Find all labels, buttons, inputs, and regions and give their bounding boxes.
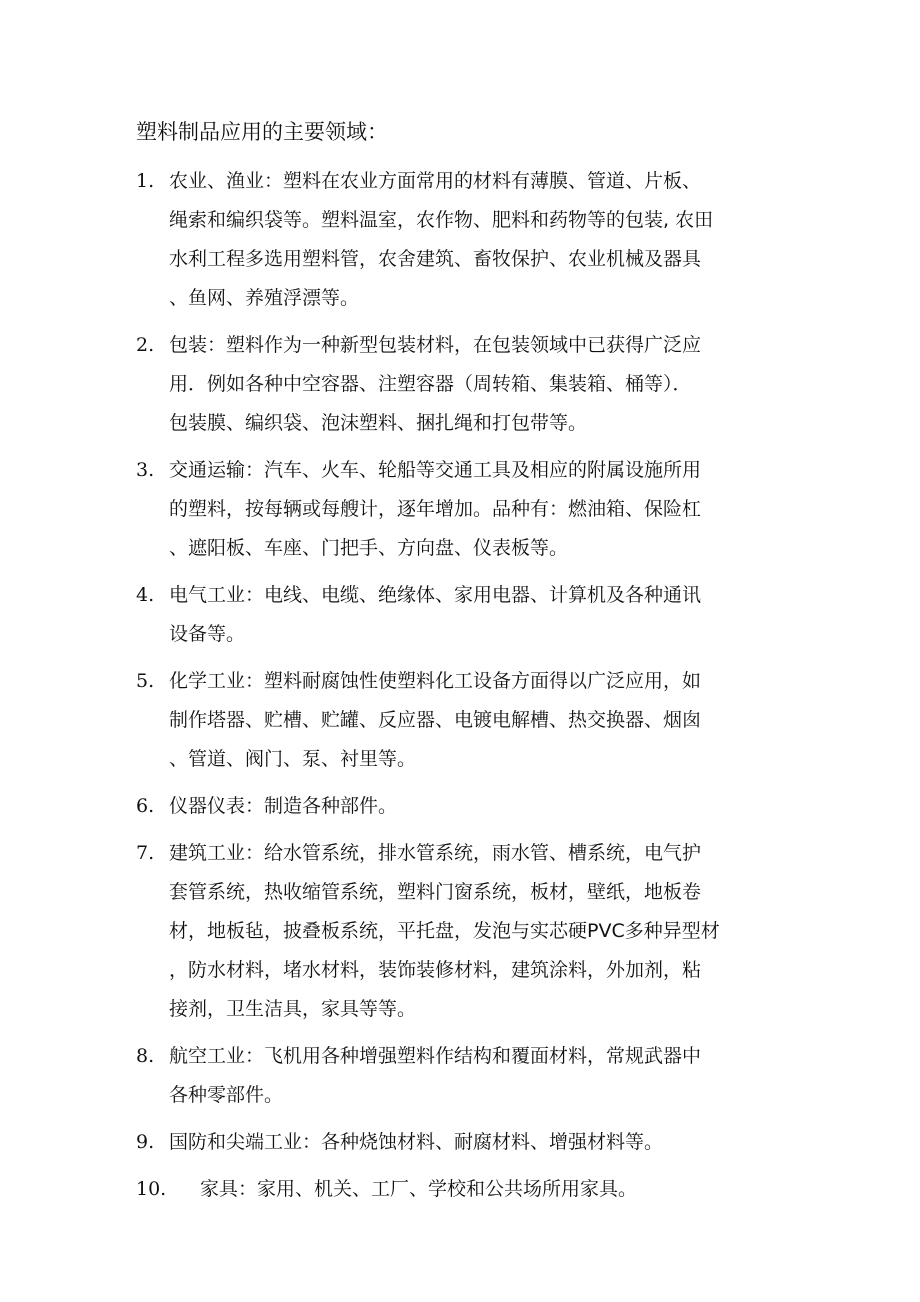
list-item-text-line: 、遮阳板、车座、门把手、方向盘、仪表板等。 (169, 537, 569, 559)
document-title: 塑料制品应用的主要领域： (136, 120, 388, 144)
list-item-text-line: 制作塔器、贮槽、贮罐、反应器、电镀电解槽、热交换器、烟囱 (169, 709, 702, 731)
list-item-number: 5. (136, 670, 155, 692)
list-item-aviation (136, 1037, 796, 1115)
list-item-furniture (136, 1170, 796, 1209)
list-item-number: 2. (136, 334, 155, 356)
list-item-text-line: 包装膜、编织袋、泡沫塑料、捆扎绳和打包带等。 (169, 412, 588, 434)
list-item-instruments (136, 787, 796, 826)
list-item-number: 10. (136, 1178, 167, 1200)
list-item-text-line: 化学工业：塑料耐腐蚀性使塑料化工设备方面得以广泛应用，如 (169, 670, 702, 692)
list-item-text-line: 、管道、阀门、泵、衬里等。 (169, 748, 417, 770)
list-item-text-line: 家具：家用、机关、工厂、学校和公共场所用家具。 (200, 1178, 638, 1200)
list-item-chemical (136, 662, 796, 779)
list-item-text-line: 航空工业：飞机用各种增强塑料作结构和覆面材料，常规武器中 (169, 1045, 702, 1067)
list-item-number: 9. (136, 1131, 155, 1153)
list-item-text-line: ，防水材料，堵水材料，装饰装修材料，建筑涂料，外加剂，粘 (169, 959, 702, 981)
list-item-text-line: 国防和尖端工业：各种烧蚀材料、耐腐材料、增强材料等。 (169, 1131, 664, 1153)
list-item-text-line: 材，地板毡，披叠板系统，平托盘，发泡与实芯硬PVC多种异型材 (169, 920, 720, 942)
list-item-number: 3. (136, 459, 155, 481)
list-item-text-line: 套管系统，热收缩管系统，塑料门窗系统，板材，壁纸，地板卷 (169, 881, 702, 903)
list-item-number: 7. (136, 842, 155, 864)
list-item-defense (136, 1123, 796, 1162)
list-item-construction (136, 834, 796, 1029)
list-item-transportation (136, 451, 796, 568)
list-item-text-line: 包装：塑料作为一种新型包装材料，在包装领域中已获得广泛应 (169, 334, 702, 356)
list-item-text-line: 水利工程多选用塑料管，农舍建筑、畜牧保护、农业机械及器具 (169, 248, 702, 270)
list-item-number: 1. (136, 170, 155, 192)
list-item-text-line: 接剂，卫生洁具，家具等等。 (169, 998, 417, 1020)
list-item-text-line: 各种零部件。 (169, 1084, 284, 1106)
list-item-text-line: 电气工业：电线、电缆、绝缘体、家用电器、计算机及各种通讯 (169, 584, 702, 606)
list-item-agriculture (136, 162, 796, 318)
list-item-text-line: 交通运输：汽车、火车、轮船等交通工具及相应的附属设施所用 (169, 459, 702, 481)
list-item-number: 4. (136, 584, 155, 606)
list-item-packaging (136, 326, 796, 443)
list-item-number: 8. (136, 1045, 155, 1067)
list-item-text-line: 的塑料，按每辆或每艘计，逐年增加。品种有：燃油箱、保险杠 (169, 498, 702, 520)
application-list (136, 162, 796, 1217)
list-item-text-line: 设备等。 (169, 623, 246, 645)
list-item-text-line: 、鱼网、养殖浮漂等。 (169, 287, 360, 309)
list-item-electrical (136, 576, 796, 654)
list-item-text-line: 仪器仪表：制造各种部件。 (169, 795, 398, 817)
list-item-text-line: 建筑工业：给水管系统，排水管系统，雨水管、槽系统，电气护 (169, 842, 702, 864)
list-item-text-line: 农业、渔业：塑料在农业方面常用的材料有薄膜、管道、片板、 (169, 170, 702, 192)
list-item-text-line: 绳索和编织袋等。塑料温室，农作物、肥料和药物等的包装, 农田 (169, 209, 714, 231)
list-item-text-line: 用．例如各种中空容器、注塑容器（周转箱、集装箱、桶等）． (169, 373, 692, 395)
list-item-number: 6. (136, 795, 155, 817)
